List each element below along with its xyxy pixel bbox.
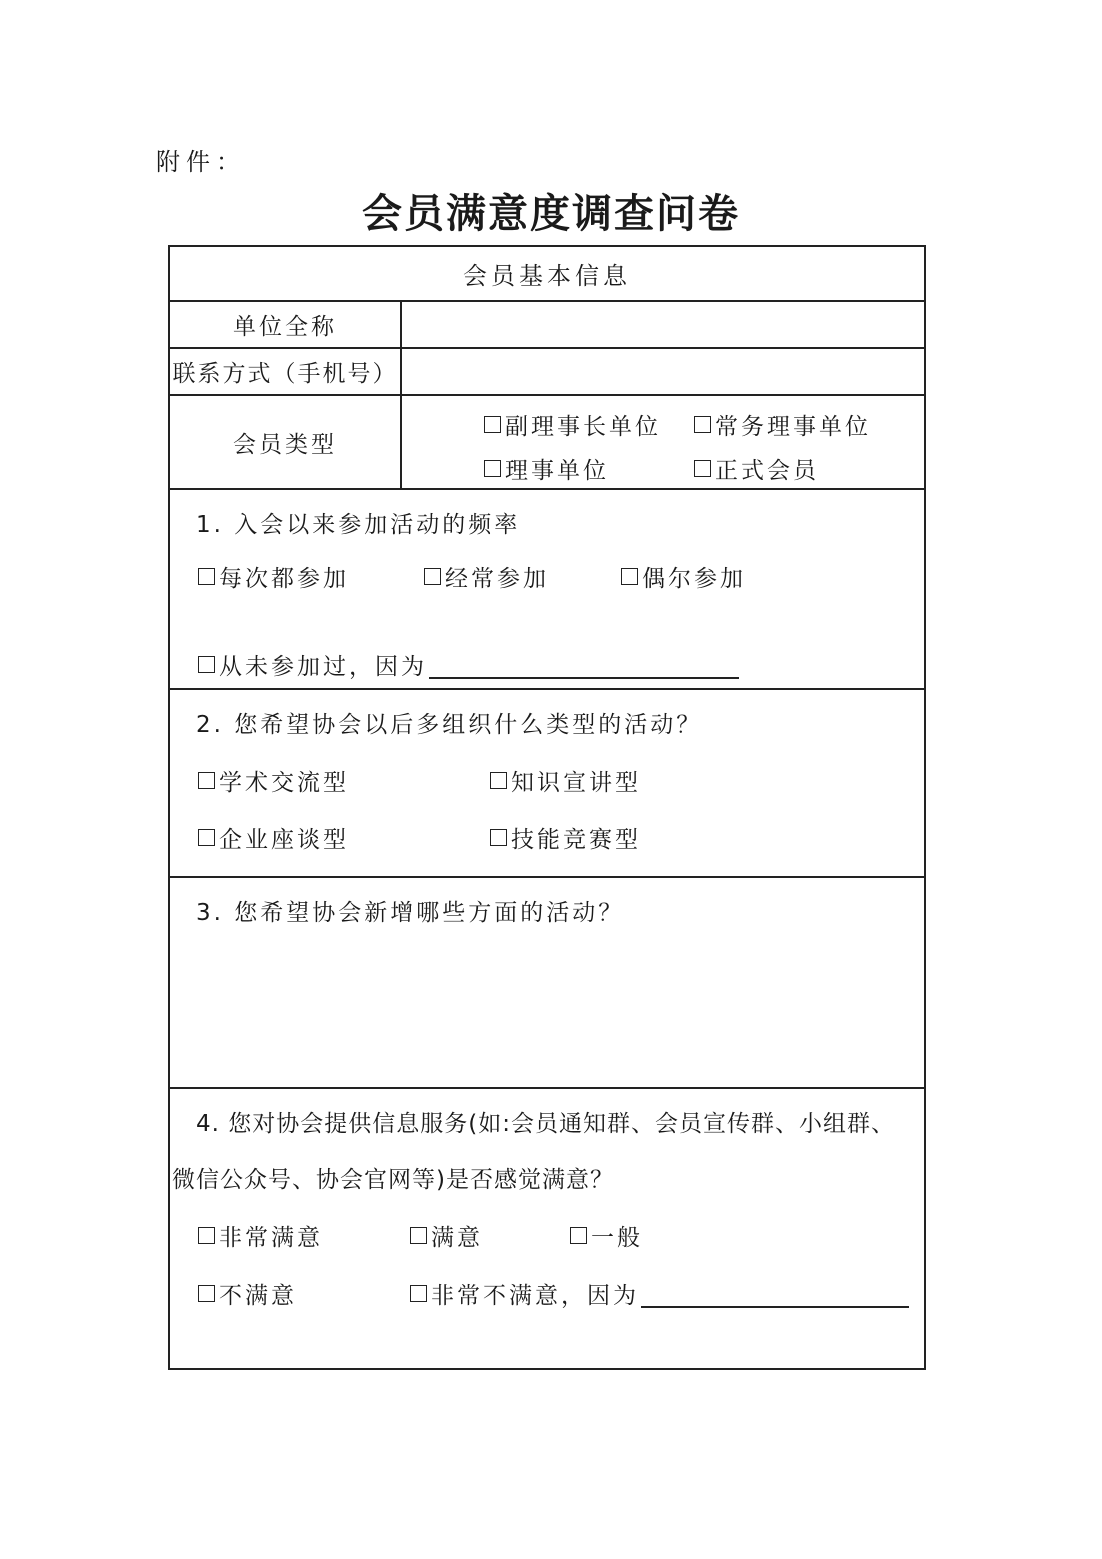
contact-label: 联系方式（手机号） (170, 349, 402, 394)
checkbox-icon[interactable] (198, 568, 215, 585)
q4-option[interactable]: 一般 (570, 1219, 643, 1252)
basic-info-header-row (170, 247, 924, 302)
checkbox-icon[interactable] (621, 568, 638, 585)
checkbox-icon[interactable] (198, 1227, 215, 1244)
unit-name-row (170, 302, 924, 349)
question-3-answer-area[interactable] (196, 938, 904, 1077)
q2-option[interactable]: 技能竞赛型 (490, 821, 641, 854)
unit-name-label: 单位全称 (170, 302, 402, 347)
q1-option[interactable]: 偶尔参加 (621, 560, 746, 593)
attachment-label: 附件： (156, 148, 246, 176)
q1-option[interactable]: 每次都参加 (198, 560, 349, 593)
contact-field[interactable] (402, 349, 924, 394)
contact-row (170, 349, 924, 396)
checkbox-icon[interactable] (490, 772, 507, 789)
survey-form (168, 245, 926, 1370)
q1-option[interactable]: 经常参加 (424, 560, 549, 593)
question-1-section (170, 490, 924, 690)
q1-option-never[interactable]: 从未参加过，因为 (198, 648, 739, 681)
q2-option[interactable]: 企业座谈型 (198, 821, 349, 854)
checkbox-icon[interactable] (694, 416, 711, 433)
question-3-text: 3. 您希望协会新增哪些方面的活动？ (196, 900, 625, 926)
member-type-option[interactable]: 常务理事单位 (694, 408, 871, 441)
member-type-label: 会员类型 (170, 396, 402, 488)
q4-option[interactable]: 非常满意 (198, 1219, 323, 1252)
member-type-row (170, 396, 924, 490)
checkbox-icon[interactable] (198, 829, 215, 846)
checkbox-icon[interactable] (410, 1227, 427, 1244)
checkbox-icon[interactable] (490, 829, 507, 846)
q2-option[interactable]: 知识宣讲型 (490, 764, 641, 797)
question-2-section (170, 690, 924, 878)
question-4-text-line2: 微信公众号、协会官网等)是否感觉满意？ (172, 1167, 614, 1193)
checkbox-icon[interactable] (484, 460, 501, 477)
reason-blank-line[interactable] (641, 1280, 909, 1308)
basic-info-header: 会员基本信息 (463, 262, 631, 290)
member-type-options (402, 396, 924, 488)
q4-option[interactable]: 满意 (410, 1219, 483, 1252)
page-title: 会员满意度调查问卷 (362, 190, 740, 237)
question-1-text: 1. 入会以来参加活动的频率 (196, 512, 521, 538)
question-4-text-line1: 4. 您对协会提供信息服务(如:会员通知群、会员宣传群、小组群、 (196, 1111, 895, 1137)
checkbox-icon[interactable] (424, 568, 441, 585)
question-4-section (170, 1089, 924, 1368)
unit-name-field[interactable] (402, 302, 924, 347)
checkbox-icon[interactable] (198, 1285, 215, 1302)
member-type-option[interactable]: 副理事长单位 (484, 408, 661, 441)
checkbox-icon[interactable] (694, 460, 711, 477)
member-type-option[interactable]: 正式会员 (694, 452, 819, 485)
member-type-option[interactable]: 理事单位 (484, 452, 609, 485)
question-3-section (170, 878, 924, 1089)
q4-option-very-unsatisfied[interactable]: 非常不满意，因为 (410, 1277, 909, 1310)
q2-option[interactable]: 学术交流型 (198, 764, 349, 797)
checkbox-icon[interactable] (410, 1285, 427, 1302)
checkbox-icon[interactable] (570, 1227, 587, 1244)
reason-blank-line[interactable] (429, 651, 739, 679)
checkbox-icon[interactable] (484, 416, 501, 433)
checkbox-icon[interactable] (198, 772, 215, 789)
q4-option[interactable]: 不满意 (198, 1277, 297, 1310)
question-2-text: 2. 您希望协会以后多组织什么类型的活动？ (196, 712, 703, 738)
checkbox-icon[interactable] (198, 656, 215, 673)
